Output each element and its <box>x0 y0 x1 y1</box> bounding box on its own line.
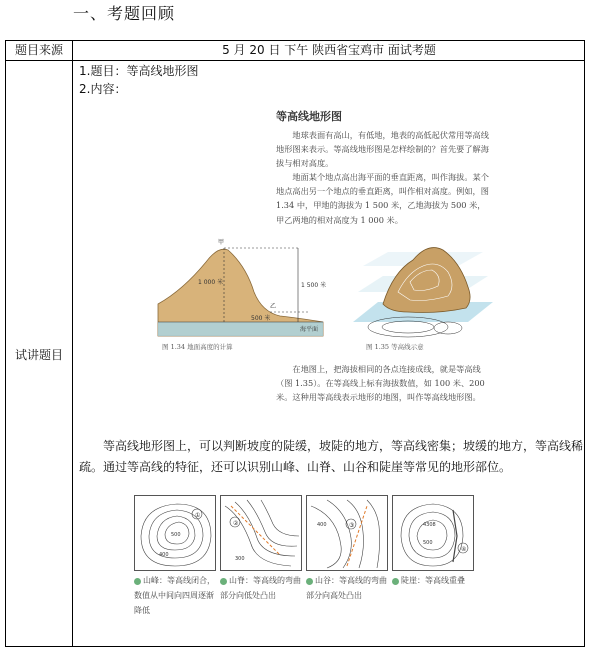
peak-contour-label: 400 <box>159 552 169 558</box>
textbook-excerpt-image <box>158 104 510 434</box>
peak-contour-figure <box>134 495 216 571</box>
height-label-500: 500 米 <box>251 315 271 322</box>
valley-contour-label: 400 <box>317 522 327 528</box>
textbook-title: 等高线地形图 <box>276 110 342 123</box>
cliff-contour-figure <box>392 495 474 571</box>
ridge-contour-figure <box>220 495 302 571</box>
figure-caption-1-34: 图 1.34 地面高度的计算 <box>162 343 233 351</box>
ridge-contour-label: 300 <box>235 556 245 562</box>
textbook-paragraph-3: 在地图上，把海拔相同的各点连接成线，就是等高线（图 1.35）。在等高线上标有海拔数值，如 100 米、200 米。这种用等高线表示地形的地图，叫作等高线地形图。 <box>276 364 485 403</box>
cliff-contour-label: 4308 <box>423 522 436 528</box>
cliff-contour-label: 500 <box>423 540 433 546</box>
source-value: 5 月 20 日 下午 陕西省宝鸡市 面试考题 <box>222 43 436 57</box>
green-bullet-icon <box>134 578 141 585</box>
topic-row-label: 试讲题目 <box>14 347 63 362</box>
height-label-1500: 1 500 米 <box>301 282 327 289</box>
figure-caption-1-35: 图 1.35 等高线示意 <box>366 343 424 351</box>
cliff-figure-number: ④ <box>461 546 467 553</box>
table-column-divider <box>72 41 73 646</box>
green-bullet-icon <box>220 578 227 585</box>
ridge-figure-number: ② <box>233 520 239 527</box>
green-bullet-icon <box>392 578 399 585</box>
ridge-caption: 山脊：等高线的弯曲部分向低处凸出 <box>220 576 301 600</box>
source-label: 题目来源 <box>14 43 63 57</box>
valley-figure-number: ③ <box>349 522 355 529</box>
textbook-paragraph-2: 地面某个地点高出海平面的垂直距离，叫作海拔。某个地点高出另一个地点的垂直距离，叫作相对高度。例如，图 1.34 中，甲地的海拔为 1 500 米，乙地海拔为 500 米，甲乙两地的相对高度为 1 000 米。 <box>276 172 489 225</box>
point-jia-label: 甲 <box>218 239 225 246</box>
exam-table <box>5 40 585 647</box>
contour-3d-diagram <box>348 232 498 342</box>
valley-caption: 山谷：等高线的弯曲部分向高处凸出 <box>306 576 387 600</box>
content-line: 2.内容： <box>79 82 127 96</box>
table-row-divider <box>6 60 584 61</box>
topic-line: 1.题目：等高线地形图 <box>79 64 199 78</box>
peak-caption: 山峰：等高线闭合，数值从中间向四周逐渐降低 <box>134 576 215 615</box>
peak-contour-label: 500 <box>171 532 181 538</box>
green-bullet-icon <box>306 578 313 585</box>
elevation-diagram <box>158 232 327 338</box>
valley-contour-figure <box>306 495 388 571</box>
sea-level-label: 海平面 <box>300 326 319 333</box>
textbook-paragraph-1: 地球表面有高山，有低地，地表的高低起伏常用等高线地形图来表示。等高线地形图是怎样绘制的？首先要了解海拔与相对高度。 <box>276 130 489 169</box>
point-yi-label: 乙 <box>270 303 277 310</box>
peak-figure-number: ① <box>195 512 201 519</box>
cliff-caption: 陡崖：等高线重叠 <box>392 573 474 588</box>
landform-figures <box>134 495 474 615</box>
summary-paragraph: 等高线地形图上，可以判断坡度的陡缓，坡陡的地方，等高线密集；坡缓的地方，等高线稀疏。通过等高线的特征，还可以识别山峰、山脊、山谷和陡崖等常见的地形部位。 <box>79 439 584 474</box>
height-label-1000: 1 000 米 <box>198 279 224 286</box>
section-heading: 一、考题回顾 <box>73 4 176 23</box>
